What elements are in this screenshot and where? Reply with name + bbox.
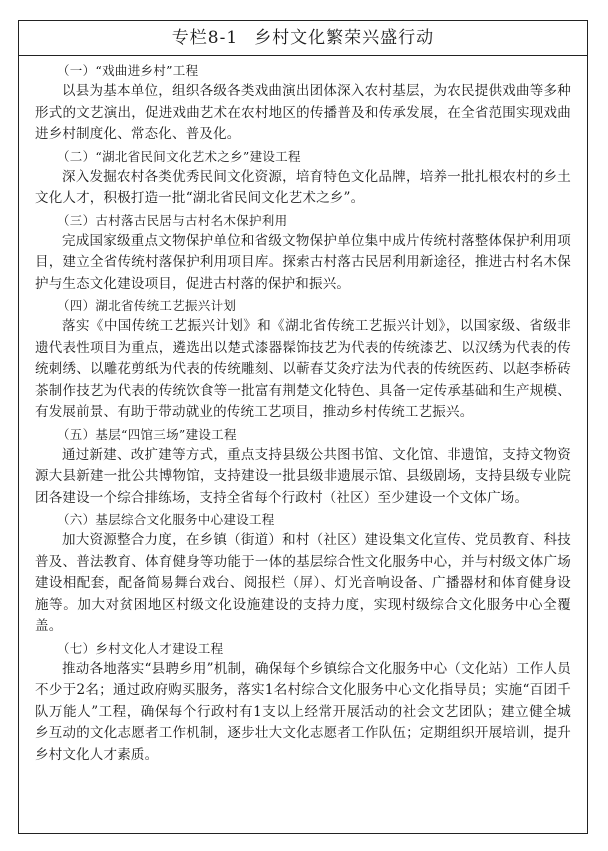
section-body: 完成国家级重点文物保护单位和省级文物保护单位集中成片传统村落整体保护利用项目，建立全省传统村落保护利用项目库。探索古村落古民居利用新途径，推进古村名木保护与生态文化建设项目，促进古村落的保护和振兴。: [35, 232, 571, 292]
box-title: [19, 21, 587, 56]
section-heading: （四）湖北省传统工艺振兴计划: [57, 298, 237, 313]
section-body: 以县为基本单位，组织各级各类戏曲演出团体深入农村基层，为农民提供戏曲等多种形式的文艺演出，促进戏曲艺术在农村地区的传播普及和传承发展，在全省范围实现戏曲进乡村制度化、常态化、普及化。: [35, 83, 571, 142]
section-body: 落实《中国传统工艺振兴计划》和《湖北省传统工艺振兴计划》，以国家级、省级非遗代表性项目为重点，遴选出以楚式漆器髹饰技艺为代表的传统漆艺、以汉绣为代表的传统刺绣、以雕花剪纸为代表的传统雕刻、以蕲春艾灸疗法为代表的传统医药、以赵李桥砖茶制作技艺为代表的传统饮食等一批富有荆楚文化特色、具备一定传承基础和生产规模、有发展前景、有助于带动就业的传统工艺项目，推动乡村传统工艺振兴。: [35, 318, 571, 420]
feature-box: [18, 20, 588, 834]
box-content: [19, 56, 587, 766]
section-heading: （七）乡村文化人才建设工程: [57, 640, 224, 656]
section-heading: （六）基层综合文化服务中心建设工程: [57, 512, 275, 527]
section-body: 推动各地落实“县聘乡用”机制，确保每个乡镇综合文化服务中心（文化站）工作人员不少于2名；通过政府购买服务，落实1名村综合文化服务中心文化指导员；实施“百团千队万能人”工程，确保每个行政村有1支以上经常开展活动的社会文艺团队；建立健全城乡互动的文化志愿者工作机制，逐步壮大文化志愿者工作队伍；定期组织开展培训，提升乡村文化人才素质。: [35, 660, 571, 763]
section-heading: （一）“戏曲进乡村”工程: [57, 63, 199, 78]
section-body: 加大资源整合力度，在乡镇（街道）和村（社区）建设集文化宣传、党员教育、科技普及、普法教育、体育健身等功能于一体的基层综合性文化服务中心，并与村级文体广场建设相配套，配备简易舞台戏台、阅报栏（屏）、灯光音响设备、广播器材和体育健身设施等。加大对贫困地区村级文化设施建设的支持力度，实现村级综合文化服务中心全覆盖。: [35, 532, 571, 634]
section-body: 通过新建、改扩建等方式，重点支持县级公共图书馆、文化馆、非遗馆，支持文物资源大县新建一批公共博物馆，支持建设一批县级非遗展示馆、县级剧场，支持县级专业院团各建设一个综合排练场，支持全省每个行政村（社区）至少建设一个文体广场。: [35, 446, 571, 506]
section-heading: （五）基层“四馆三场”建设工程: [57, 426, 237, 442]
section-heading: （二）“湖北省民间文化艺术之乡”建设工程: [57, 148, 301, 164]
section-body: 深入发掘农村各类优秀民间文化资源，培育特色文化品牌，培养一批扎根农村的乡土文化人才，积极打造一批“湖北省民间文化艺术之乡”。: [35, 168, 571, 206]
section-heading: （三）古村落古民居与古村名木保护利用: [57, 212, 288, 228]
box-code: 专栏8-1: [171, 28, 239, 48]
box-title-text: 乡村文化繁荣兴盛行动: [254, 28, 435, 48]
